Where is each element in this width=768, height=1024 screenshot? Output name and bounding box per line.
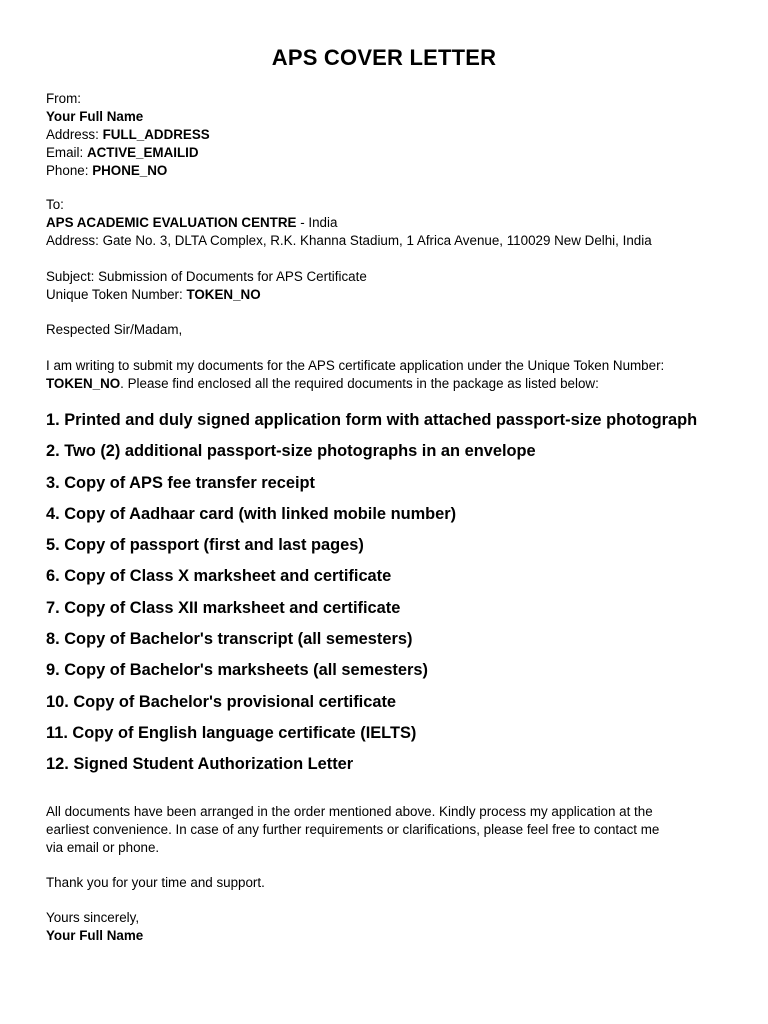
sender-email xyxy=(46,144,728,162)
recipient-org-suffix: - India xyxy=(296,215,338,230)
subject-line: Subject: Submission of Documents for APS Certificate xyxy=(46,269,367,284)
list-item: 8. Copy of Bachelor's transcript (all semesters) xyxy=(46,630,413,649)
intro-line-2-rest: . Please find enclosed all the required documents in the package as listed below: xyxy=(120,376,599,391)
list-item: 5. Copy of passport (first and last pages) xyxy=(46,536,364,555)
from-label: From: xyxy=(46,91,81,106)
page-title: APS COVER LETTER xyxy=(271,45,497,70)
list-item: 11. Copy of English language certificate (IELTS) xyxy=(46,723,417,742)
list-item: 7. Copy of Class XII marksheet and certificate xyxy=(46,598,401,617)
recipient-org xyxy=(46,214,728,232)
list-item: 6. Copy of Class X marksheet and certificate xyxy=(46,567,392,586)
salutation: Respected Sir/Madam, xyxy=(46,322,183,337)
address-label: Address: xyxy=(46,127,99,142)
list-item: 4. Copy of Aadhaar card (with linked mobile number) xyxy=(46,504,457,523)
recipient-address: Address: Gate No. 3, DLTA Complex, R.K. Khanna Stadium, 1 Africa Avenue, 110029 New Delhi, India xyxy=(46,233,652,248)
list-item: 9. Copy of Bachelor's marksheets (all semesters) xyxy=(46,661,428,680)
documents-list xyxy=(46,408,728,784)
token-line xyxy=(46,286,728,304)
intro-paragraph xyxy=(46,357,728,393)
intro-token: TOKEN_NO xyxy=(46,376,121,391)
address-value: FULL_ADDRESS xyxy=(102,127,210,142)
signoff-section xyxy=(46,909,728,945)
signoff-name: Your Full Name xyxy=(46,928,144,943)
token-label: Unique Token Number: xyxy=(46,287,183,302)
recipient-org-name: APS ACADEMIC EVALUATION CENTRE xyxy=(46,215,297,230)
list-item: 12. Signed Student Authorization Letter xyxy=(46,755,354,774)
email-label: Email: xyxy=(46,145,84,160)
intro-line-2 xyxy=(46,375,728,393)
signoff-label: Yours sincerely, xyxy=(46,910,140,925)
to-label: To: xyxy=(46,197,64,212)
intro-line-1: I am writing to submit my documents for the APS certificate application under the Unique Token Number: xyxy=(46,358,665,373)
closing-line-1: All documents have been arranged in the order mentioned above. Kindly process my application at the xyxy=(46,804,653,819)
phone-value: PHONE_NO xyxy=(92,163,168,178)
token-value: TOKEN_NO xyxy=(186,287,261,302)
closing-line-3: via email or phone. xyxy=(46,840,160,855)
email-value: ACTIVE_EMAILID xyxy=(86,145,199,160)
subject-section xyxy=(46,268,728,304)
sender-name: Your Full Name xyxy=(46,109,144,124)
from-section xyxy=(46,90,728,180)
list-item: 10. Copy of Bachelor's provisional certificate xyxy=(46,692,397,711)
to-section xyxy=(46,196,728,250)
sender-address xyxy=(46,126,728,144)
thanks-line: Thank you for your time and support. xyxy=(46,875,265,890)
sender-phone xyxy=(46,162,728,180)
list-item: 3. Copy of APS fee transfer receipt xyxy=(46,473,316,492)
list-item: 1. Printed and duly signed application form with attached passport-size photograph xyxy=(46,411,698,429)
closing-line-2: earliest convenience. In case of any further requirements or clarifications, please feel free to contact me xyxy=(46,822,660,837)
list-item: 2. Two (2) additional passport-size photographs in an envelope xyxy=(46,442,536,461)
phone-label: Phone: xyxy=(46,163,89,178)
closing-paragraph xyxy=(46,803,728,857)
